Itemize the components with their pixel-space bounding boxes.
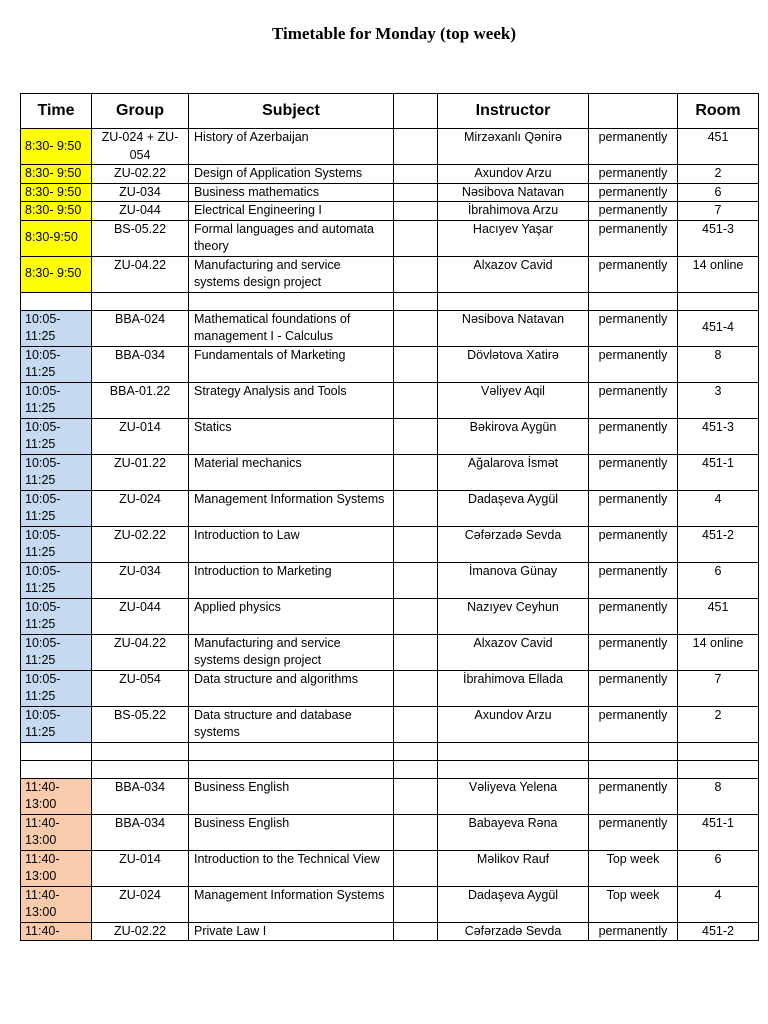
cell-time: 10:05- 11:25 — [21, 598, 92, 634]
table-row — [21, 418, 759, 454]
cell-blank — [394, 526, 438, 562]
table-row — [21, 183, 759, 202]
table-row — [21, 382, 759, 418]
cell-instructor: Dadaşeva Aygül — [438, 886, 589, 922]
cell-status: permanently — [589, 706, 678, 742]
cell-group — [92, 760, 189, 778]
cell-status: permanently — [589, 346, 678, 382]
table-row — [21, 886, 759, 922]
cell-room: 2 — [678, 165, 759, 184]
cell-room: 4 — [678, 886, 759, 922]
cell-subject: Introduction to Marketing — [189, 562, 394, 598]
empty-row — [21, 292, 759, 310]
cell-subject: Electrical Engineering I — [189, 202, 394, 221]
cell-status: permanently — [589, 202, 678, 221]
cell-time: 11:40- 13:00 — [21, 850, 92, 886]
cell-status: permanently — [589, 562, 678, 598]
cell-room: 451-1 — [678, 454, 759, 490]
cell-instructor: Bəkirova Aygün — [438, 418, 589, 454]
cell-subject: Fundamentals of Marketing — [189, 346, 394, 382]
cell-status: permanently — [589, 418, 678, 454]
cell-blank — [394, 292, 438, 310]
cell-room: 2 — [678, 706, 759, 742]
cell-subject: Mathematical foundations of management I - Calculus — [189, 310, 394, 346]
cell-status: permanently — [589, 526, 678, 562]
cell-instructor: Nəsibova Natavan — [438, 183, 589, 202]
cell-room: 4 — [678, 490, 759, 526]
cell-status: permanently — [589, 778, 678, 814]
cell-instructor — [438, 292, 589, 310]
cell-room: 451-1 — [678, 814, 759, 850]
cell-subject: Management Information Systems — [189, 886, 394, 922]
cell-time: 10:05- 11:25 — [21, 454, 92, 490]
cell-subject: Introduction to Law — [189, 526, 394, 562]
cell-time: 11:40- 13:00 — [21, 778, 92, 814]
cell-blank — [394, 418, 438, 454]
table-row — [21, 598, 759, 634]
cell-time: 10:05- 11:25 — [21, 310, 92, 346]
cell-instructor: Alxazov Cavid — [438, 256, 589, 292]
cell-status: permanently — [589, 310, 678, 346]
cell-time: 10:05- 11:25 — [21, 382, 92, 418]
cell-status: Top week — [589, 850, 678, 886]
cell-instructor: Ağalarova İsmət — [438, 454, 589, 490]
cell-subject: Manufacturing and service systems design project — [189, 256, 394, 292]
cell-group: BS-05.22 — [92, 706, 189, 742]
header-status — [589, 94, 678, 129]
cell-time: 8:30- 9:50 — [21, 202, 92, 221]
empty-row — [21, 760, 759, 778]
table-row — [21, 706, 759, 742]
cell-time: 10:05- 11:25 — [21, 490, 92, 526]
cell-subject: Management Information Systems — [189, 490, 394, 526]
cell-time: 8:30- 9:50 — [21, 256, 92, 292]
cell-subject: Formal languages and automata theory — [189, 220, 394, 256]
cell-group: ZU-02.22 — [92, 526, 189, 562]
cell-time: 8:30- 9:50 — [21, 165, 92, 184]
cell-time: 10:05- 11:25 — [21, 346, 92, 382]
cell-group — [92, 292, 189, 310]
cell-status: permanently — [589, 165, 678, 184]
cell-status: permanently — [589, 598, 678, 634]
cell-blank — [394, 346, 438, 382]
cell-instructor: Mirzəxanlı Qənirə — [438, 129, 589, 165]
cell-instructor: Axundov Arzu — [438, 165, 589, 184]
cell-group: ZU-014 — [92, 418, 189, 454]
cell-time: 11:40- 13:00 — [21, 886, 92, 922]
empty-row — [21, 742, 759, 760]
cell-blank — [394, 598, 438, 634]
cell-subject — [189, 742, 394, 760]
header-subject: Subject — [189, 94, 394, 129]
cell-subject: Introduction to the Technical View — [189, 850, 394, 886]
cell-blank — [394, 183, 438, 202]
cell-group: BBA-034 — [92, 346, 189, 382]
cell-instructor: Cəfərzadə Sevda — [438, 922, 589, 941]
cell-time: 11:40- 13:00 — [21, 814, 92, 850]
cell-group: ZU-024 — [92, 490, 189, 526]
table-row — [21, 310, 759, 346]
table-row — [21, 850, 759, 886]
cell-instructor: İbrahimova Arzu — [438, 202, 589, 221]
cell-group: ZU-034 — [92, 183, 189, 202]
cell-blank — [394, 760, 438, 778]
cell-status: permanently — [589, 922, 678, 941]
cell-group: ZU-02.22 — [92, 922, 189, 941]
cell-blank — [394, 634, 438, 670]
table-row — [21, 526, 759, 562]
cell-room: 6 — [678, 850, 759, 886]
cell-blank — [394, 562, 438, 598]
cell-blank — [394, 778, 438, 814]
cell-subject — [189, 292, 394, 310]
table-row — [21, 220, 759, 256]
cell-instructor: İmanova Günay — [438, 562, 589, 598]
cell-subject — [189, 760, 394, 778]
cell-blank — [394, 742, 438, 760]
cell-instructor: Hacıyev Yaşar — [438, 220, 589, 256]
table-row — [21, 454, 759, 490]
header-time: Time — [21, 94, 92, 129]
cell-time: 11:40- — [21, 922, 92, 941]
cell-room: 451 — [678, 598, 759, 634]
cell-group: ZU-024 + ZU-054 — [92, 129, 189, 165]
cell-room: 6 — [678, 562, 759, 598]
cell-room: 14 online — [678, 256, 759, 292]
cell-group: BBA-024 — [92, 310, 189, 346]
cell-group: ZU-024 — [92, 886, 189, 922]
cell-status: Top week — [589, 886, 678, 922]
cell-room: 451-3 — [678, 220, 759, 256]
cell-room — [678, 760, 759, 778]
table-row — [21, 165, 759, 184]
table-row — [21, 814, 759, 850]
cell-subject: Business mathematics — [189, 183, 394, 202]
cell-blank — [394, 814, 438, 850]
cell-status: permanently — [589, 814, 678, 850]
cell-instructor: Məlikov Rauf — [438, 850, 589, 886]
table-row — [21, 129, 759, 165]
cell-time — [21, 760, 92, 778]
cell-status: permanently — [589, 670, 678, 706]
cell-subject: Design of Application Systems — [189, 165, 394, 184]
cell-instructor: Cəfərzadə Sevda — [438, 526, 589, 562]
cell-subject: Business English — [189, 778, 394, 814]
cell-instructor: İbrahimova Ellada — [438, 670, 589, 706]
cell-status: permanently — [589, 454, 678, 490]
table-row — [21, 922, 759, 941]
cell-subject: Strategy Analysis and Tools — [189, 382, 394, 418]
cell-blank — [394, 310, 438, 346]
cell-blank — [394, 220, 438, 256]
cell-group — [92, 742, 189, 760]
cell-time: 10:05- 11:25 — [21, 418, 92, 454]
cell-room: 8 — [678, 346, 759, 382]
cell-room: 451-3 — [678, 418, 759, 454]
cell-status — [589, 760, 678, 778]
cell-status — [589, 292, 678, 310]
cell-room: 7 — [678, 670, 759, 706]
cell-blank — [394, 706, 438, 742]
cell-blank — [394, 454, 438, 490]
cell-time: 10:05- 11:25 — [21, 562, 92, 598]
cell-blank — [394, 382, 438, 418]
cell-time: 10:05- 11:25 — [21, 706, 92, 742]
table-row — [21, 256, 759, 292]
cell-group: ZU-02.22 — [92, 165, 189, 184]
cell-blank — [394, 202, 438, 221]
cell-group: ZU-01.22 — [92, 454, 189, 490]
cell-instructor: Axundov Arzu — [438, 706, 589, 742]
cell-blank — [394, 670, 438, 706]
cell-time: 10:05- 11:25 — [21, 670, 92, 706]
cell-instructor: Vəliyeva Yelena — [438, 778, 589, 814]
table-row — [21, 670, 759, 706]
cell-group: ZU-034 — [92, 562, 189, 598]
header-instructor: Instructor — [438, 94, 589, 129]
cell-blank — [394, 165, 438, 184]
cell-time: 8:30- 9:50 — [21, 183, 92, 202]
header-blank — [394, 94, 438, 129]
table-row — [21, 202, 759, 221]
cell-blank — [394, 490, 438, 526]
cell-room: 14 online — [678, 634, 759, 670]
table-row — [21, 490, 759, 526]
cell-room — [678, 742, 759, 760]
cell-group: ZU-044 — [92, 598, 189, 634]
cell-room: 451-4 — [678, 310, 759, 346]
cell-group: ZU-054 — [92, 670, 189, 706]
cell-status: permanently — [589, 220, 678, 256]
cell-room: 3 — [678, 382, 759, 418]
cell-instructor: Dövlətova Xatirə — [438, 346, 589, 382]
cell-subject: Applied physics — [189, 598, 394, 634]
cell-room: 451 — [678, 129, 759, 165]
cell-status: permanently — [589, 490, 678, 526]
cell-group: ZU-04.22 — [92, 256, 189, 292]
table-row — [21, 778, 759, 814]
cell-group: ZU-04.22 — [92, 634, 189, 670]
cell-time — [21, 742, 92, 760]
cell-room: 451-2 — [678, 526, 759, 562]
cell-room: 451-2 — [678, 922, 759, 941]
cell-room: 7 — [678, 202, 759, 221]
cell-subject: Data structure and algorithms — [189, 670, 394, 706]
table-row — [21, 346, 759, 382]
cell-status: permanently — [589, 256, 678, 292]
cell-status: permanently — [589, 634, 678, 670]
cell-subject: History of Azerbaijan — [189, 129, 394, 165]
cell-subject: Manufacturing and service systems design project — [189, 634, 394, 670]
cell-time: 8:30- 9:50 — [21, 129, 92, 165]
cell-blank — [394, 886, 438, 922]
cell-group: ZU-044 — [92, 202, 189, 221]
cell-group: BBA-01.22 — [92, 382, 189, 418]
cell-blank — [394, 850, 438, 886]
timetable — [20, 93, 759, 941]
cell-time: 10:05- 11:25 — [21, 634, 92, 670]
cell-group: BBA-034 — [92, 814, 189, 850]
cell-instructor — [438, 760, 589, 778]
cell-time: 10:05- 11:25 — [21, 526, 92, 562]
cell-group: ZU-014 — [92, 850, 189, 886]
cell-subject: Private Law I — [189, 922, 394, 941]
table-row — [21, 634, 759, 670]
table-row — [21, 562, 759, 598]
cell-blank — [394, 922, 438, 941]
cell-instructor: Nazıyev Ceyhun — [438, 598, 589, 634]
cell-instructor: Nəsibova Natavan — [438, 310, 589, 346]
cell-subject: Business English — [189, 814, 394, 850]
cell-subject: Material mechanics — [189, 454, 394, 490]
cell-status: permanently — [589, 129, 678, 165]
cell-subject: Data structure and database systems — [189, 706, 394, 742]
header-room: Room — [678, 94, 759, 129]
cell-blank — [394, 256, 438, 292]
cell-instructor: Alxazov Cavid — [438, 634, 589, 670]
header-row — [21, 94, 759, 129]
cell-group: BBA-034 — [92, 778, 189, 814]
cell-instructor — [438, 742, 589, 760]
cell-status: permanently — [589, 382, 678, 418]
cell-room: 6 — [678, 183, 759, 202]
cell-subject: Statics — [189, 418, 394, 454]
cell-instructor: Babayeva Rəna — [438, 814, 589, 850]
cell-instructor: Dadaşeva Aygül — [438, 490, 589, 526]
cell-instructor: Vəliyev Aqil — [438, 382, 589, 418]
cell-group: BS-05.22 — [92, 220, 189, 256]
page-title: Timetable for Monday (top week) — [272, 24, 516, 43]
cell-status — [589, 742, 678, 760]
cell-room — [678, 292, 759, 310]
cell-status: permanently — [589, 183, 678, 202]
cell-time — [21, 292, 92, 310]
cell-room: 8 — [678, 778, 759, 814]
cell-time: 8:30-9:50 — [21, 220, 92, 256]
header-group: Group — [92, 94, 189, 129]
cell-blank — [394, 129, 438, 165]
